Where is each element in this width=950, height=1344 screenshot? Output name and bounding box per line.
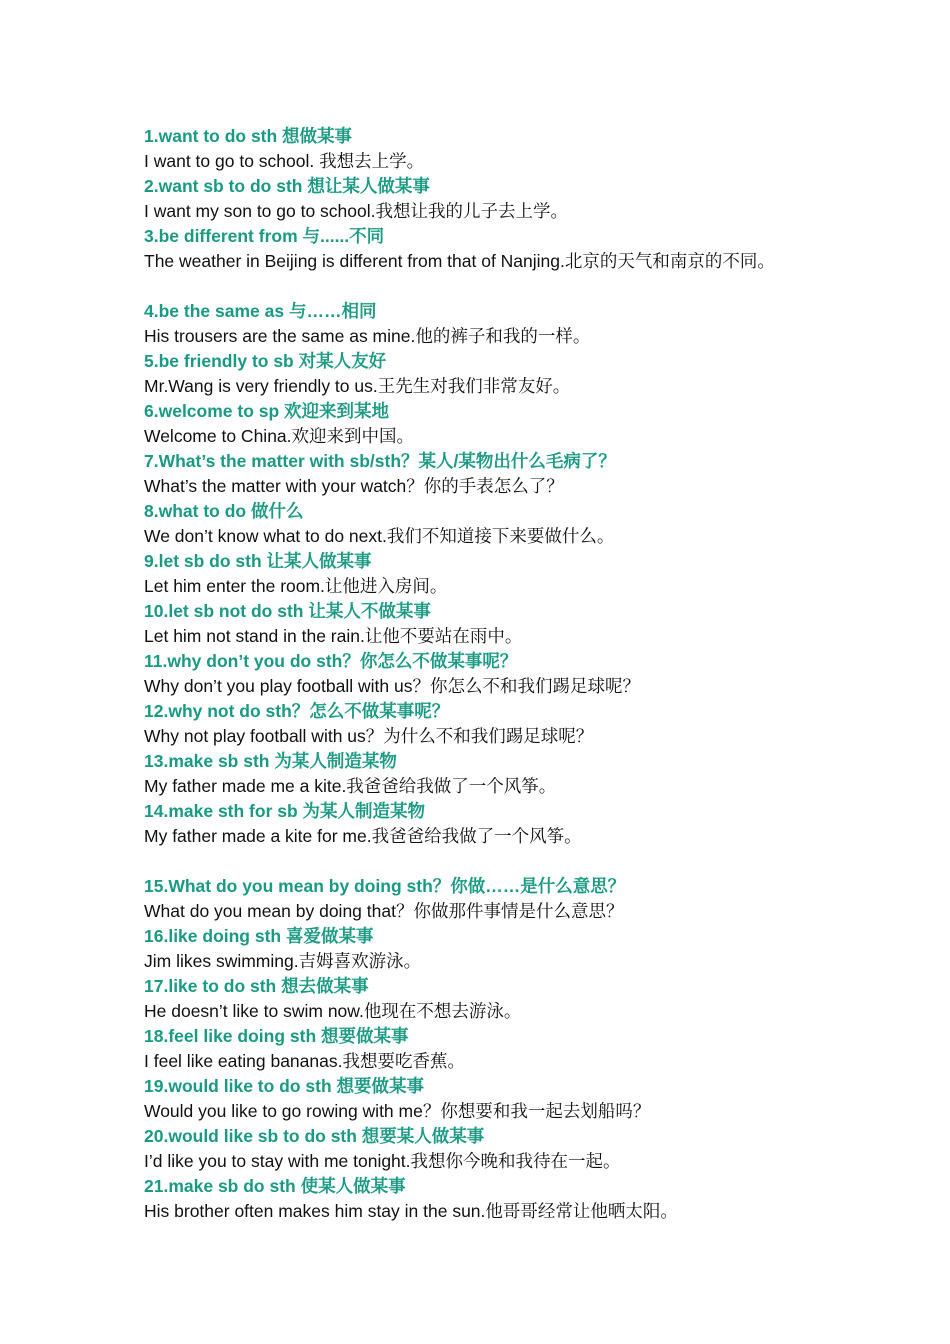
- example-sentence: I’d like you to stay with me tonight.我想你今晚和我待在一起。: [144, 1151, 621, 1171]
- example-sentence: The weather in Beijing is different from that of Nanjing.北京的天气和南京的不同。: [144, 251, 775, 271]
- example-sentence: Would you like to go rowing with me？你想要和我一起去划船吗？: [144, 1101, 651, 1121]
- phrase-heading: 9.let sb do sth 让某人做某事: [144, 551, 372, 571]
- entry-3: [144, 224, 804, 299]
- example-sentence: Why don’t you play football with us？你怎么不和我们踢足球呢？: [144, 676, 640, 696]
- phrase-heading: 10.let sb not do sth 让某人不做某事: [144, 601, 431, 621]
- entry-18: [144, 1024, 804, 1074]
- entry-20: [144, 1124, 804, 1174]
- phrase-heading: 18.feel like doing sth 想要做某事: [144, 1026, 409, 1046]
- phrase-heading: 5.be friendly to sb 对某人友好: [144, 351, 387, 371]
- example-sentence: What do you mean by doing that？你做那件事情是什么意思？: [144, 901, 624, 921]
- entry-8: [144, 499, 804, 549]
- phrase-heading: 3.be different from 与......不同: [144, 226, 385, 246]
- phrase-heading: 14.make sth for sb 为某人制造某物: [144, 801, 426, 821]
- entry-12: [144, 699, 804, 749]
- example-sentence: Mr.Wang is very friendly to us.王先生对我们非常友好。: [144, 376, 571, 396]
- example-sentence: Jim likes swimming.吉姆喜欢游泳。: [144, 951, 422, 971]
- entry-7: [144, 449, 804, 499]
- entry-21: [144, 1174, 804, 1224]
- entry-16: [144, 924, 804, 974]
- example-sentence: I want my son to go to school.我想让我的儿子去上学。: [144, 201, 569, 221]
- example-sentence: He doesn’t like to swim now.他现在不想去游泳。: [144, 1001, 522, 1021]
- example-sentence: My father made a kite for me.我爸爸给我做了一个风筝。: [144, 826, 582, 846]
- phrase-heading: 11.why don’t you do sth？你怎么不做某事呢？: [144, 651, 518, 671]
- example-sentence: Let him not stand in the rain.让他不要站在雨中。: [144, 626, 523, 646]
- entry-9: [144, 549, 804, 599]
- phrase-heading: 16.like doing sth 喜爱做某事: [144, 926, 374, 946]
- entry-15: [144, 874, 804, 924]
- entry-14: [144, 799, 804, 849]
- phrase-heading: 20.would like sb to do sth 想要某人做某事: [144, 1126, 485, 1146]
- entry-2: [144, 174, 804, 224]
- entry-19: [144, 1074, 804, 1124]
- example-sentence: I feel like eating bananas.我想要吃香蕉。: [144, 1051, 465, 1071]
- phrase-heading: 6.welcome to sp 欢迎来到某地: [144, 401, 390, 421]
- phrase-heading: 7.What’s the matter with sb/sth？某人/某物出什么毛病了？: [144, 451, 616, 471]
- phrase-heading: 12.why not do sth？怎么不做某事呢？: [144, 701, 450, 721]
- phrase-heading: 19.would like to do sth 想要做某事: [144, 1076, 425, 1096]
- phrase-heading: 4.be the same as 与……相同: [144, 301, 377, 321]
- entry-13: [144, 749, 804, 799]
- phrase-heading: 15.What do you mean by doing sth？你做……是什么意思？: [144, 876, 626, 896]
- example-sentence: We don’t know what to do next.我们不知道接下来要做什么。: [144, 526, 615, 546]
- example-sentence: Let him enter the room.让他进入房间。: [144, 576, 448, 596]
- entry-1: [144, 124, 804, 174]
- example-sentence: I want to go to school. 我想去上学。: [144, 151, 425, 171]
- example-sentence: What’s the matter with your watch？你的手表怎么了？: [144, 476, 564, 496]
- example-sentence: Welcome to China.欢迎来到中国。: [144, 426, 415, 446]
- entry-17: [144, 974, 804, 1024]
- document-page: [144, 124, 804, 1224]
- blank-line: [144, 849, 804, 874]
- phrase-heading: 13.make sb sth 为某人制造某物: [144, 751, 397, 771]
- entry-4: [144, 299, 804, 349]
- example-sentence: His trousers are the same as mine.他的裤子和我的一样。: [144, 326, 591, 346]
- phrase-heading: 2.want sb to do sth 想让某人做某事: [144, 176, 430, 196]
- entry-11: [144, 649, 804, 699]
- example-sentence: His brother often makes him stay in the sun.他哥哥经常让他晒太阳。: [144, 1201, 678, 1221]
- example-sentence: Why not play football with us？为什么不和我们踢足球呢？: [144, 726, 594, 746]
- phrase-heading: 1.want to do sth 想做某事: [144, 126, 353, 146]
- example-sentence: My father made me a kite.我爸爸给我做了一个风筝。: [144, 776, 557, 796]
- entry-5: [144, 349, 804, 399]
- entry-6: [144, 399, 804, 449]
- phrase-heading: 8.what to do 做什么: [144, 501, 304, 521]
- phrase-heading: 21.make sb do sth 使某人做某事: [144, 1176, 406, 1196]
- entry-10: [144, 599, 804, 649]
- phrase-heading: 17.like to do sth 想去做某事: [144, 976, 369, 996]
